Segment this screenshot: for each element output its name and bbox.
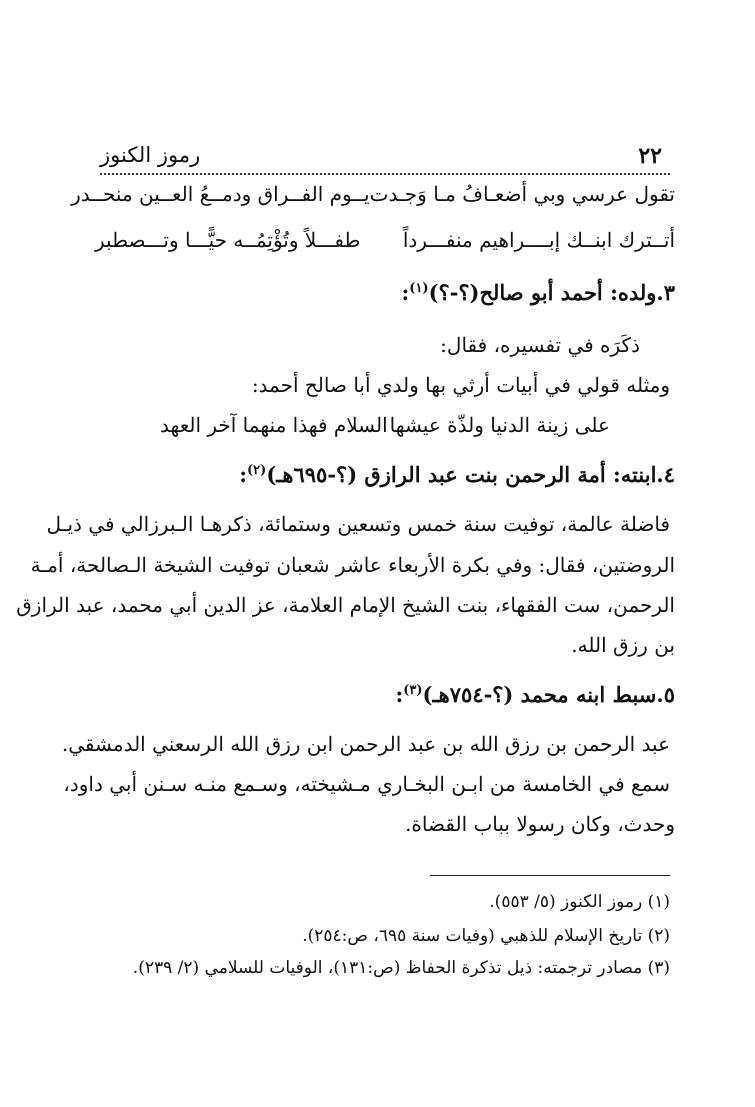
paragraph-line: بن رزق الله. [571, 633, 675, 657]
section-heading-4: ٤.ابنته: أمة الرحمن بنت عبد الرازق (؟-٦٩٥هـ)$^{(٢)}$: [239, 462, 675, 487]
footnote-divider [430, 875, 670, 876]
poem-verse-3 [160, 413, 610, 437]
verse-second-half: السلام فهذا منهما آخر العهد [160, 413, 388, 437]
footnote-ref: (٣) [403, 683, 423, 698]
paragraph-line: وحدث، وكان رسولا بباب القضاة. [405, 812, 675, 836]
footnote-ref: (١) [409, 281, 429, 296]
paragraph-line: الروضتين، فقال: وفي بكرة الأربعاء عاشر شعبان توفيت الشيخة الـصالحة، أمـة [30, 553, 675, 577]
poem-verse-1 [71, 182, 675, 206]
verse-first-half: تقول عرسي وبي أضعـافُ مـا وَجـدت [369, 182, 675, 206]
verse-second-half: يــوم الفــراق ودمــعُ العــين منحــدر [71, 182, 370, 206]
verse-first-half: على زينة الدنيا ولذّة عيشها [389, 413, 610, 437]
footnote-2: (٢) تاريخ الإسلام للذهبي (وفيات سنة ٦٩٥، ص:٢٥٤). [302, 926, 670, 946]
paragraph-line: فاضلة عالمة، توفيت سنة خمس وتسعين وستمائة، ذكرهـا الـبرزالي في ذيـل [46, 512, 670, 536]
section-heading-3: ٣.ولده: أحمد أبو صالح(؟-؟)$^{(١)}$: [401, 280, 675, 305]
paragraph-line: الرحمن، ست الفقهاء، بنت الشيخ الإمام العلامة، عز الدين أبي محمد، عبد الرازق [16, 593, 675, 617]
verse-second-half: طفـــلاً وتُؤْتِمُــه حيًّـــا وتـــصطبر [95, 228, 361, 252]
section-heading-5: ٥.سبط ابنه محمد (؟-٧٥٤هـ)$^{(٣)}$: [395, 682, 675, 707]
poem-verse-2 [95, 228, 675, 252]
verse-first-half: أتــترك ابنــك إبــــراهيم منفـــرداً [402, 228, 675, 252]
paragraph-line: سمع في الخامسة من ابـن البخـاري مـشيخته، وسـمع منـه سـنن أبي داود، [63, 772, 670, 796]
footnote-3: (٣) مصادر ترجمته: ذيل تذكرة الحفاظ (ص:١٣١)، الوفيات للسلامي (٢/ ٢٣٩). [132, 958, 670, 978]
page-number: ٢٢ [638, 143, 662, 169]
page-header [100, 143, 670, 175]
paragraph-line: ذكَرَه في تفسيره، فقال: [440, 333, 640, 357]
running-title: رموز الكنوز [100, 143, 201, 167]
footnote-1: (١) رموز الكنوز (٥/ ٥٥٣). [489, 892, 670, 912]
footnote-ref: (٢) [247, 463, 267, 478]
paragraph-line: ومثله قولي في أبيات أرثي بها ولدي أبا صالح أحمد: [251, 373, 670, 397]
paragraph-line: عبد الرحمن بن رزق الله بن عبد الرحمن ابن رزق الله الرسعني الدمشقي. [61, 732, 670, 756]
